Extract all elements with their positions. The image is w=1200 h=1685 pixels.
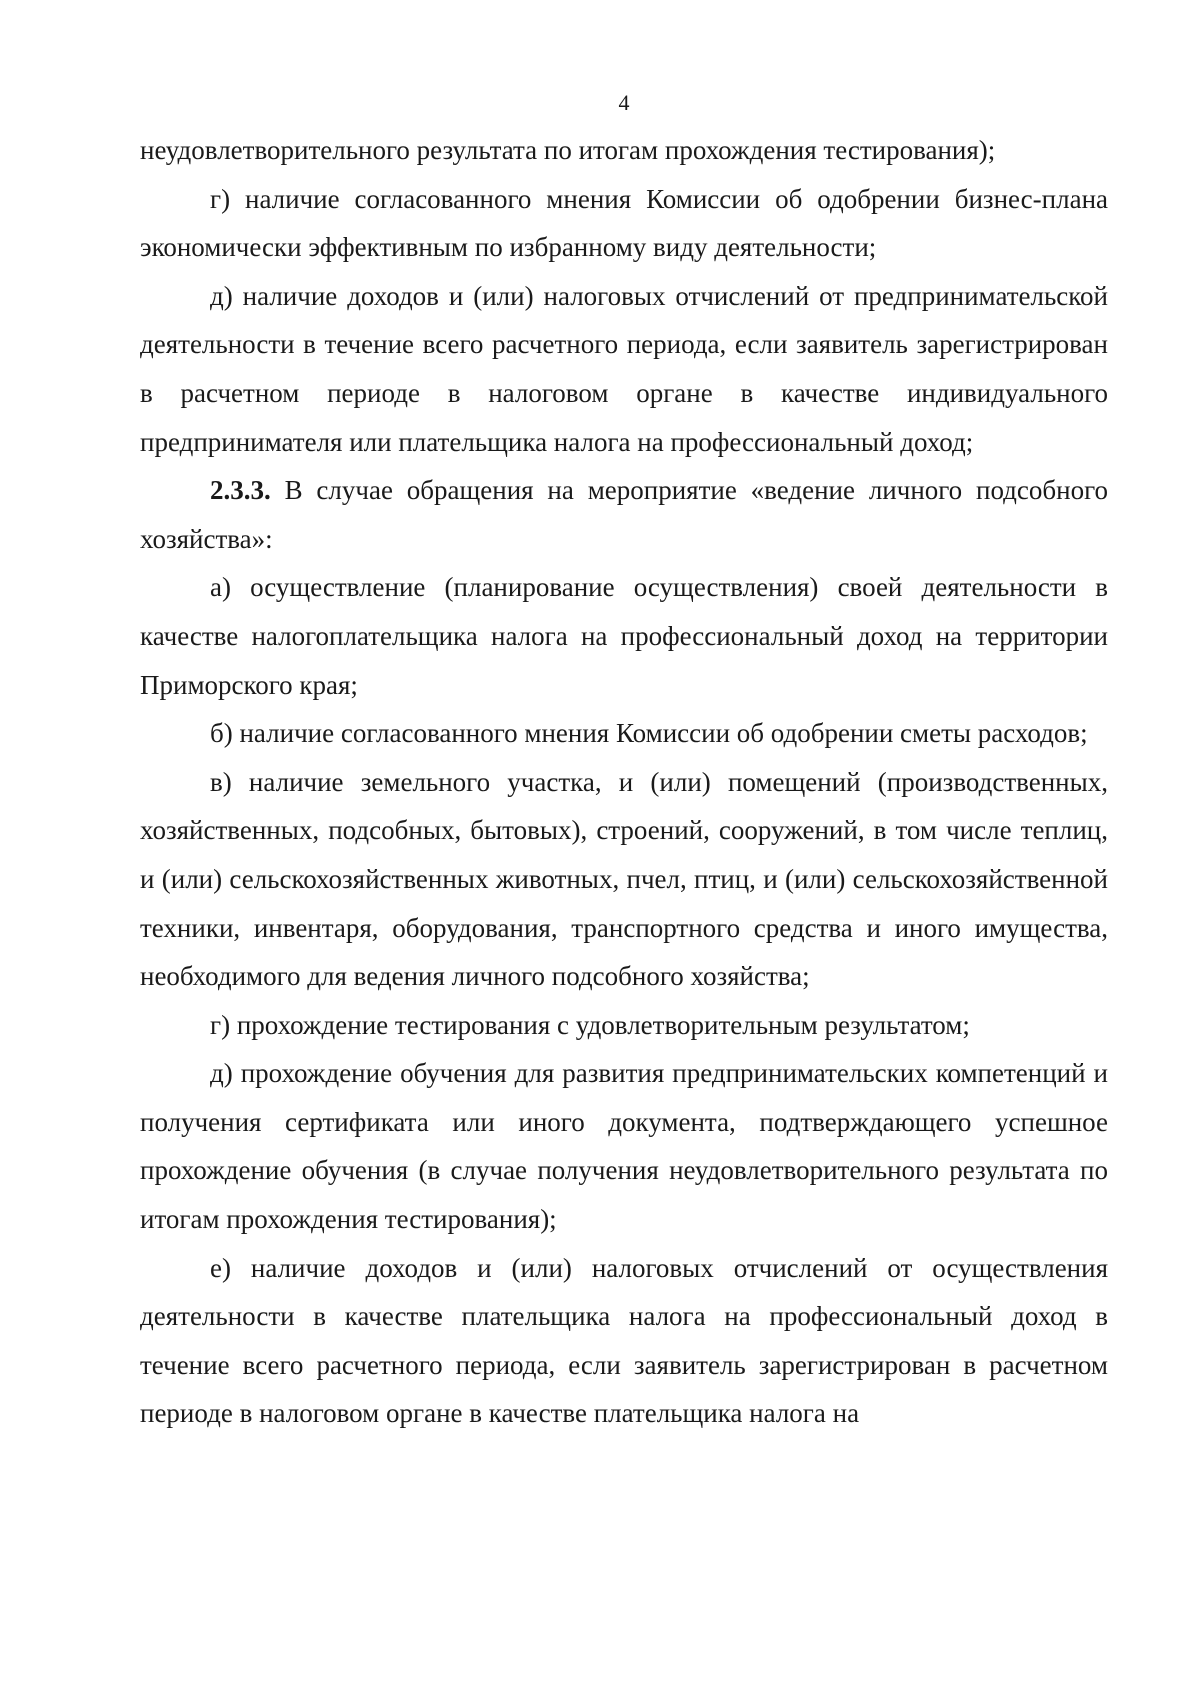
paragraph-item-e: е) наличие доходов и (или) налоговых отчислений от осуществления деятельности в качестве плательщика налога на профессиональный доход в течение всего расчетного периода, если заявитель зарегистрирован в расчетном периоде в налоговом органе в качестве плательщика налога на <box>140 1252 1108 1429</box>
paragraph-item-a: а) осуществление (планирование осуществления) своей деятельности в качестве налогоплательщика налога на профессиональный доход на территории Приморского края; <box>140 572 1108 700</box>
document-page <box>140 88 1108 1438</box>
paragraph-item-d: д) наличие доходов и (или) налоговых отчислений от предпринимательской деятельности в течение всего расчетного периода, если заявитель зарегистрирован в расчетном периоде в налоговом органе в качестве индивидуального предпринимателя или плательщика налога на профессиональный доход; <box>140 280 1108 457</box>
paragraph-item-d2: д) прохождение обучения для развития предпринимательских компетенций и получения сертификата или иного документа, подтверждающего успешное прохождение обучения (в случае получения неудовлетворительного результата по итогам прохождения тестирования); <box>140 1058 1108 1235</box>
paragraph-item-g2: г) прохождение тестирования с удовлетворительным результатом; <box>210 1009 970 1040</box>
paragraph-item-b: б) наличие согласованного мнения Комиссии об одобрении сметы расходов; <box>210 718 1088 749</box>
paragraph-item-v: в) наличие земельного участка, и (или) помещений (производственных, хозяйственных, подсобных, бытовых), строений, сооружений, в том числе теплиц, и (или) сельскохозяйственных животных, пчел, птиц, и (или) сельскохозяйственной техники, инвентаря, оборудования, транспортного средства и иного имущества, необходимого для ведения личного подсобного хозяйства; <box>140 766 1108 992</box>
paragraph-item-g: г) наличие согласованного мнения Комиссии об одобрении бизнес-плана экономически эффективным по избранному виду деятельности; <box>140 183 1108 263</box>
paragraph-continuation: неудовлетворительного результата по итогам прохождения тестирования); <box>140 135 996 165</box>
section-number: 2.3.3. <box>210 475 271 506</box>
section-text: В случае обращения на мероприятие «ведение личного подсобного хозяйства»: <box>140 475 1108 554</box>
paragraph-section-2-3-3 <box>140 466 1108 563</box>
page-number: 4 <box>618 90 630 115</box>
